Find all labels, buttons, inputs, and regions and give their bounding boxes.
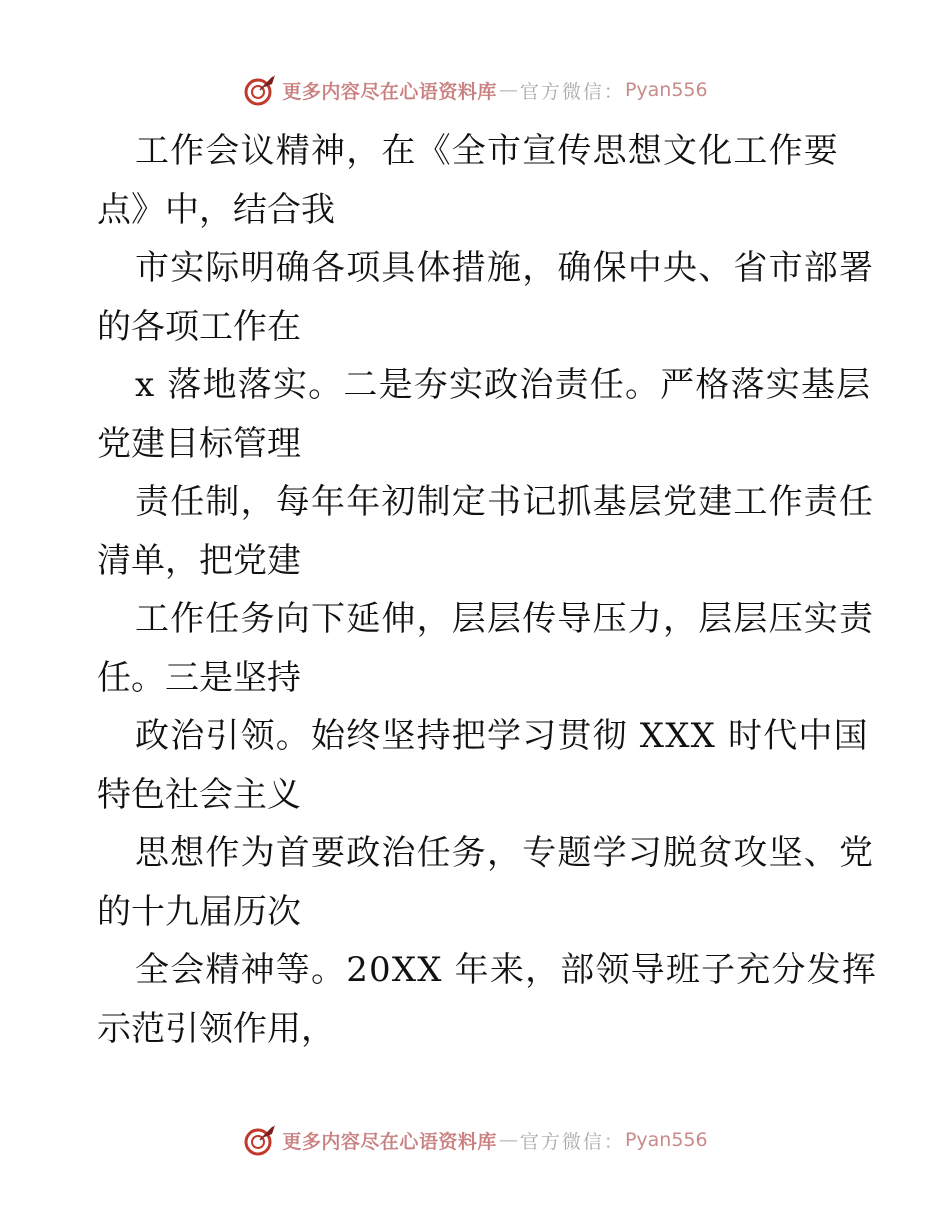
watermark-dash: — xyxy=(498,79,518,101)
body-line: 工作会议精神，在《全市宣传思想文化工作要 xyxy=(135,131,839,171)
body-line: 全会精神等。20XX 年来，部领导班子充分发挥 xyxy=(135,950,878,990)
watermark-handle: Pyan556 xyxy=(624,1129,708,1151)
body-line: 的各项工作在 xyxy=(97,306,301,347)
body-line: 示范引领作用， xyxy=(97,1008,335,1049)
header-watermark xyxy=(0,70,950,110)
body-line: 思想作为首要政治任务，专题学习脱贫攻坚、党 xyxy=(135,833,875,873)
watermark-brand: 更多内容尽在心语资料库 xyxy=(282,80,497,103)
body-line: 工作任务向下延伸，层层传导压力，层层压实责 xyxy=(135,599,875,639)
body-line: 清单，把党建 xyxy=(97,540,301,581)
watermark-handle: Pyan556 xyxy=(624,79,708,101)
footer-watermark xyxy=(0,1120,950,1160)
body-line: 点》中，结合我 xyxy=(97,189,335,230)
quill-logo-icon xyxy=(242,1122,278,1158)
watermark-wechat-label: 官方微信： xyxy=(519,1130,625,1153)
body-line: 特色社会主义 xyxy=(97,774,301,815)
watermark-wechat-label: 官方微信： xyxy=(519,80,625,103)
body-line: 党建目标管理 xyxy=(97,423,301,464)
body-text xyxy=(97,122,877,1058)
body-line: 责任制，每年年初制定书记抓基层党建工作责任 xyxy=(135,482,875,522)
body-line: 政治引领。始终坚持把学习贯彻 XXX 时代中国 xyxy=(135,716,869,756)
body-line: 任。三是坚持 xyxy=(97,657,301,698)
body-line: 市实际明确各项具体措施，确保中央、省市部署 xyxy=(135,248,875,288)
watermark-dash: — xyxy=(498,1129,518,1151)
body-line: x 落地落实。二是夯实政治责任。严格落实基层 xyxy=(135,365,872,405)
watermark-brand: 更多内容尽在心语资料库 xyxy=(282,1130,497,1153)
quill-logo-icon xyxy=(242,72,278,108)
body-line: 的十九届历次 xyxy=(97,891,301,932)
